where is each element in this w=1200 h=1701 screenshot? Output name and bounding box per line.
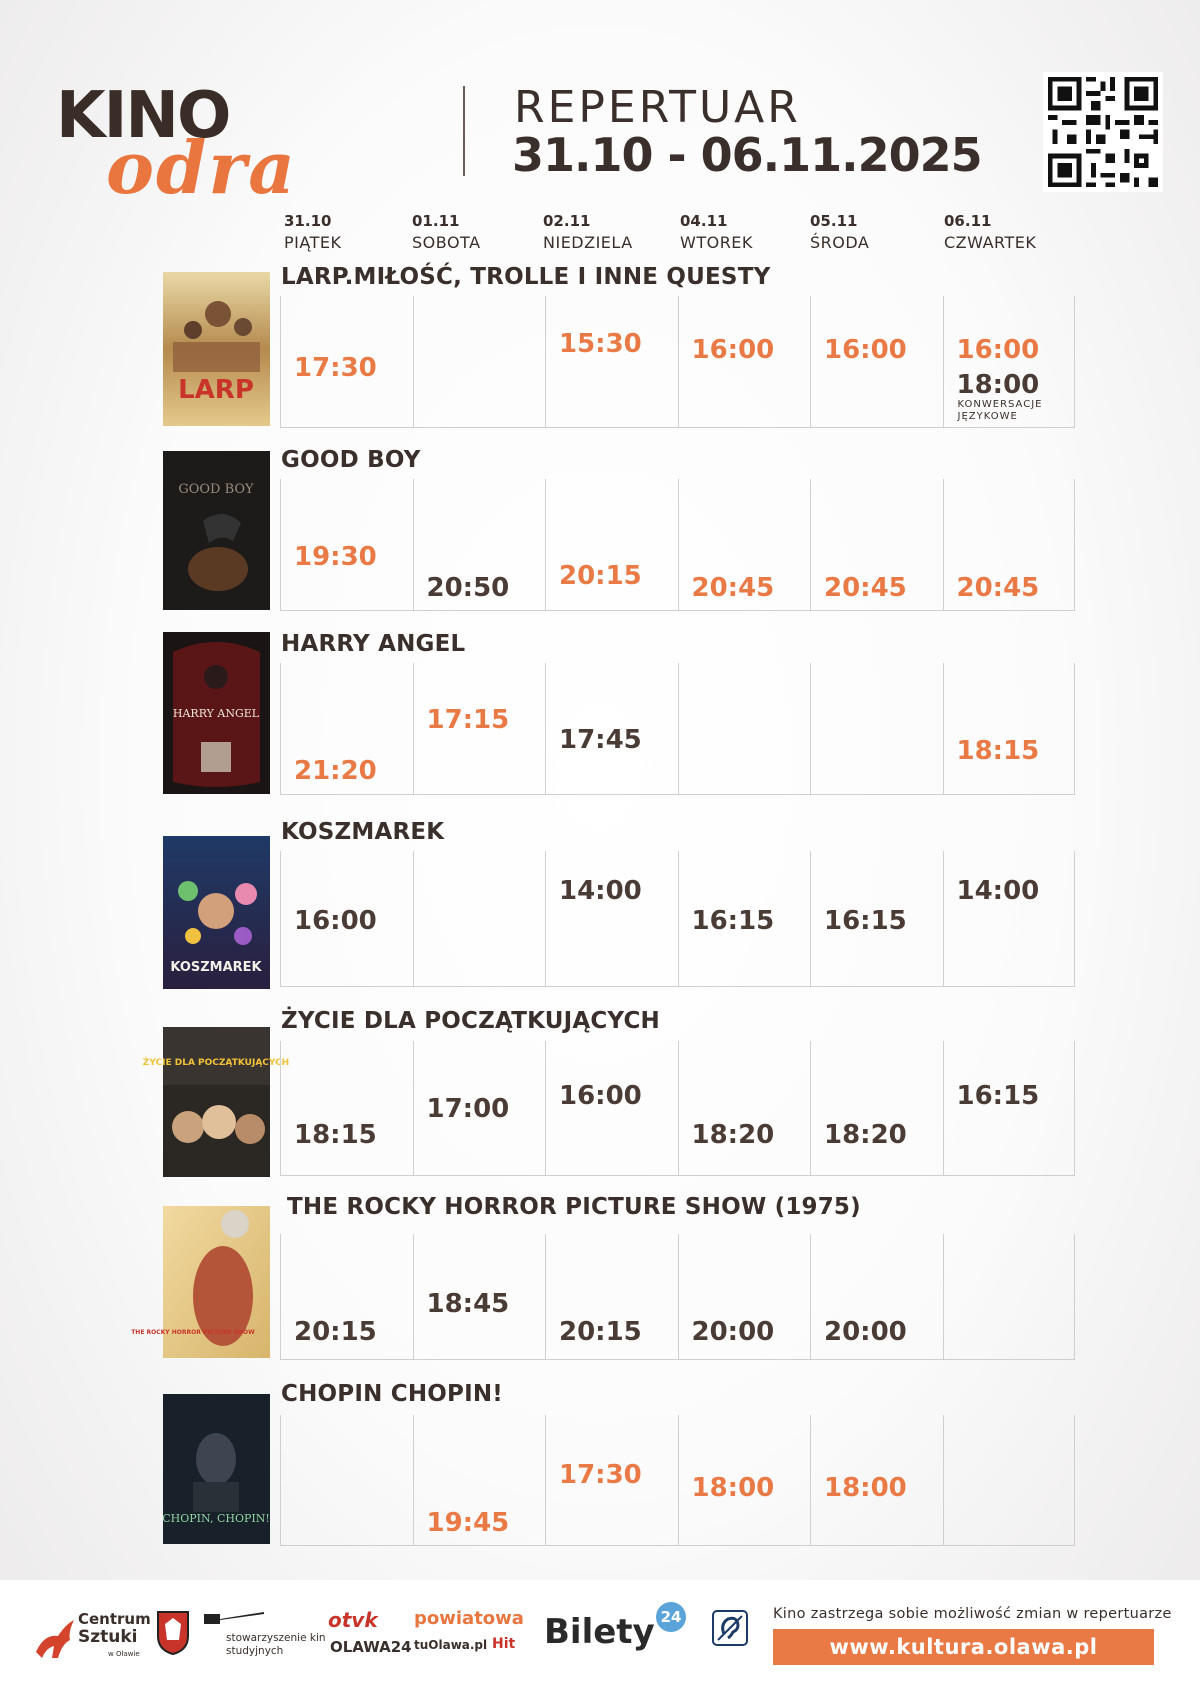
day-header-1: 31.10 PIĄTEK (284, 212, 342, 252)
showtime[interactable]: 20:45 (691, 573, 775, 603)
repertoire-dates: 31.10 - 06.11.2025 (512, 128, 982, 182)
showtime[interactable]: 17:30 (294, 353, 377, 383)
showtimes-row-harry-angel (280, 663, 1075, 795)
showtime-cell (810, 1415, 943, 1546)
showtime-cell (943, 1415, 1076, 1546)
showtime-cell (810, 1041, 943, 1176)
showtime-cell (280, 296, 413, 428)
repertoire-label: REPERTUAR (514, 82, 801, 133)
centrum-sztuki-logo[interactable]: Centrum Sztuki w Oławie (32, 1610, 142, 1670)
showtimes-row-larp (280, 296, 1075, 428)
showtime[interactable]: 18:00 (824, 1473, 907, 1503)
showtime-cell (943, 1041, 1076, 1176)
showtime-cell (545, 851, 678, 987)
showtime-cell (810, 1234, 943, 1360)
movie-title-chopin[interactable]: CHOPIN CHOPIN! (281, 1381, 503, 1407)
showtime-cell (678, 1415, 811, 1546)
showtime-cell (413, 851, 546, 987)
poster-good-boy-text: GOOD BOY (178, 482, 254, 497)
showtime-cell (413, 663, 546, 795)
showtime[interactable]: 16:00 (691, 335, 775, 365)
showtime-cell (678, 479, 811, 611)
showtime-cell (678, 1041, 811, 1176)
day-header-3: 02.11 NIEDZIELA (543, 212, 633, 252)
showtime[interactable]: 15:30 (559, 329, 642, 359)
showtime-cell (943, 479, 1076, 611)
logo-kino-text: KINO (56, 79, 230, 153)
showtime-cell (810, 663, 943, 795)
powiatowa-logo[interactable]: powiatowa tuOlawa.pl Hit (414, 1608, 524, 1652)
sks-logo[interactable]: stowarzyszenie kin studyjnych (204, 1608, 324, 1668)
film-reel-icon (204, 1610, 264, 1626)
showtime[interactable]: 20:15 (559, 1317, 642, 1347)
showtime-cell (545, 663, 678, 795)
showtime-cell (545, 296, 678, 428)
movie-poster-good-boy[interactable] (163, 451, 270, 610)
showtime[interactable]: 19:30 (294, 542, 377, 572)
showtime[interactable]: 20:45 (824, 573, 907, 603)
showtime[interactable]: 14:00 (559, 876, 642, 906)
day-header-4: 04.11 WTOREK (680, 212, 753, 252)
showtime-cell (810, 479, 943, 611)
movie-poster-zycie[interactable] (142, 1027, 290, 1177)
day-header-5: 05.11 ŚRODA (810, 212, 870, 252)
showtime-cell (545, 1234, 678, 1360)
website-link[interactable]: www.kultura.olawa.pl (773, 1629, 1154, 1665)
showtime-cell (943, 663, 1076, 795)
bilety24-logo[interactable]: Bilety 24 (544, 1602, 694, 1662)
showtime-cell (678, 296, 811, 428)
showtime[interactable]: 16:00 (824, 335, 907, 365)
day-header-6: 06.11 CZWARTEK (944, 212, 1037, 252)
showtimes-row-koszmarek (280, 851, 1075, 987)
showtime-cell (413, 1041, 546, 1176)
showtime-cell (280, 1234, 413, 1360)
poster-rocky-horror-text: THE ROCKY HORROR PICTURE SHOW (131, 1329, 255, 1336)
showtime[interactable]: 17:15 (426, 705, 510, 735)
header-divider (463, 86, 465, 176)
movie-title-good-boy[interactable]: GOOD BOY (281, 447, 421, 473)
showtime-cell (413, 296, 546, 428)
showtime[interactable]: 18:00 (691, 1473, 775, 1503)
showtime[interactable]: 20:00 (691, 1317, 775, 1347)
showtime-cell (943, 851, 1076, 987)
movie-title-zycie[interactable]: ŻYCIE DLA POCZĄTKUJĄCYCH (281, 1008, 660, 1034)
showtime[interactable]: 14:00 (956, 876, 1040, 906)
showtime-cell (280, 1415, 413, 1546)
showtime-cell (545, 1415, 678, 1546)
showtime[interactable]: 20:15 (559, 561, 642, 591)
showtime-cell (280, 479, 413, 611)
showtime[interactable]: 20:45 (956, 573, 1040, 603)
movie-poster-koszmarek[interactable] (163, 836, 270, 989)
movie-title-harry-angel[interactable]: HARRY ANGEL (281, 631, 466, 657)
poster-harry-angel-text: HARRY ANGEL (172, 707, 260, 720)
otvk-olawa24-logo[interactable]: otvk OLAWA24 (328, 1608, 412, 1656)
showtime-cell (545, 479, 678, 611)
kino-odra-logo (56, 79, 416, 210)
movie-poster-larp[interactable] (163, 272, 270, 426)
showtime-cell (810, 296, 943, 428)
showtime-cell (280, 851, 413, 987)
showtime-cell (943, 296, 1076, 428)
showtimes-row-good-boy (280, 479, 1075, 611)
poster-koszmarek-text: KOSZMAREK (170, 960, 262, 975)
showtime-cell (280, 663, 413, 795)
hearing-loop-icon (712, 1610, 748, 1646)
showtime[interactable]: 17:30 (559, 1460, 642, 1490)
olawa-coat-of-arms-icon (156, 1610, 190, 1656)
showtime[interactable]: 16:15 (956, 1081, 1040, 1111)
showtime-cell (413, 1415, 546, 1546)
showtime-cell (943, 1234, 1076, 1360)
movie-poster-chopin[interactable] (163, 1394, 270, 1544)
showtime-cell (678, 851, 811, 987)
movie-title-larp[interactable]: LARP.MIŁOŚĆ, TROLLE I INNE QUESTY (281, 264, 771, 290)
showtime-cell (545, 1041, 678, 1176)
showtimes-row-chopin (280, 1415, 1075, 1546)
showtime[interactable]: 18:45 (426, 1289, 510, 1319)
showtime-note: KONWERSACJE JĘZYKOWE (957, 399, 1043, 422)
logo-odra-text: odra (106, 125, 297, 210)
showtime[interactable]: 20:00 (824, 1317, 907, 1347)
showtime[interactable]: 18:20 (691, 1120, 775, 1150)
showtime[interactable]: 18:15 (294, 1120, 377, 1150)
showtime[interactable]: 16:00 (294, 906, 377, 936)
qr-code-icon[interactable] (1043, 72, 1163, 192)
showtime[interactable]: 17:45 (559, 725, 642, 755)
disclaimer: Kino zastrzega sobie możliwość zmian w repertuarze (773, 1606, 1172, 1622)
movie-poster-rocky-horror[interactable] (131, 1206, 270, 1358)
poster-chopin-text: CHOPIN, CHOPIN! (162, 1512, 270, 1525)
showtimes-row-zycie (280, 1041, 1075, 1176)
footer (0, 1580, 1200, 1701)
showtime[interactable]: 18:00 (956, 370, 1040, 400)
showtime[interactable]: 18:15 (956, 736, 1040, 766)
showtime[interactable]: 19:45 (426, 1508, 510, 1538)
showtime-cell (810, 851, 943, 987)
showtime[interactable]: 20:50 (426, 573, 510, 603)
showtime[interactable]: 20:15 (294, 1317, 377, 1347)
poster-zycie-text: ŻYCIE DLA POCZĄTKUJĄCYCH (142, 1058, 290, 1068)
showtime[interactable]: 17:00 (426, 1094, 510, 1124)
showtime-cell (413, 1234, 546, 1360)
movie-title-rocky-horror[interactable]: THE ROCKY HORROR PICTURE SHOW (1975) (287, 1194, 861, 1220)
movie-poster-harry-angel[interactable] (163, 632, 270, 794)
showtime[interactable]: 21:20 (294, 756, 377, 786)
showtime-cell (280, 1041, 413, 1176)
poster-larp-text: LARP (178, 375, 254, 405)
showtimes-row-rocky-horror (280, 1234, 1075, 1360)
showtime-cell (678, 663, 811, 795)
showtime[interactable]: 18:20 (824, 1120, 907, 1150)
showtime[interactable]: 16:15 (824, 906, 907, 936)
showtime-cell (413, 479, 546, 611)
showtime[interactable]: 16:00 (559, 1081, 642, 1111)
pegasus-icon (32, 1614, 76, 1664)
showtime[interactable]: 16:15 (691, 906, 775, 936)
showtime[interactable]: 16:00 (956, 335, 1040, 365)
movie-title-koszmarek[interactable]: KOSZMAREK (281, 819, 445, 845)
showtime-cell (678, 1234, 811, 1360)
day-header-2: 01.11 SOBOTA (412, 212, 481, 252)
